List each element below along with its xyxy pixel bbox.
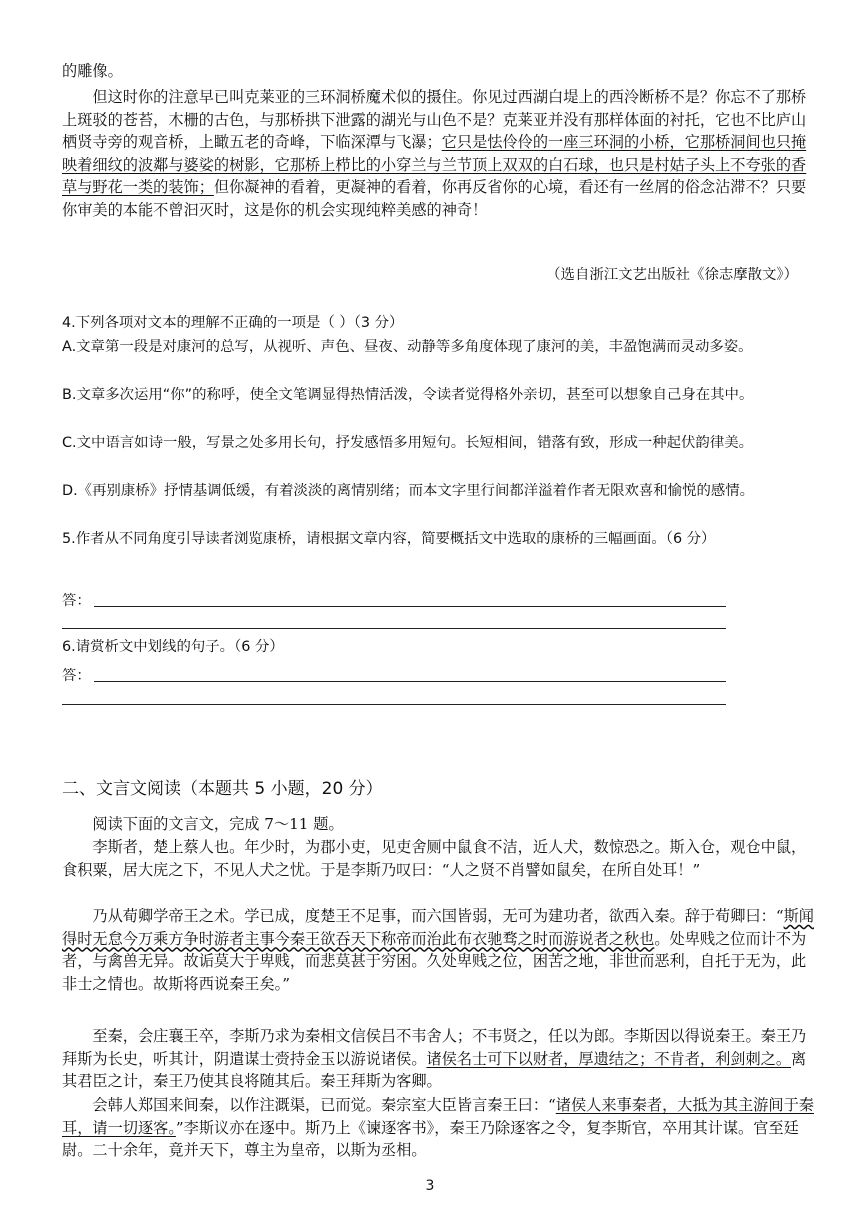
section-heading: 二、文言文阅读（本题共 5 小题，20 分） [62,779,383,799]
question-6: 6.请赏析文中划线的句子。（6 分） [62,639,284,655]
classical-paragraph-2 [62,905,814,995]
paragraph-text-end: 。处卑贱之位而计不为者，与禽兽无异。故诟莫大于卑贱，而悲莫甚于穷困。久处卑贱之位，困苦之地，非世而恶利，自托于无为，此非士之情也。故斯将西说秦王矣。” [62,929,807,993]
option-d: D.《再别康桥》抒情基调低缓，有着淡淡的离情别绪；而本文字里行间都洋溢着作者无限欢喜和愉悦的感情。 [62,483,755,499]
answer-line[interactable] [62,704,726,705]
passage1-fragment: 的雕像。 [62,62,123,80]
underlined-sentence-8: 诸侯人来事秦者，大抵为其主游间于秦耳，请一切逐客。 [62,1096,814,1137]
option-a: A.文章第一段是对康河的总写，从视听、声色、昼夜、动静等多角度体现了康河的美，丰盈饱满而灵动多姿。 [62,339,753,355]
source-citation: （选自浙江文艺出版社《徐志摩散文》） [546,267,798,283]
paragraph-text-end: ”李斯议亦在逐中。斯乃上《谏逐客书》，秦王乃除逐客之令，复李斯官，卒用其计谋。官至廷尉。二十余年，竟并天下，尊主为皇帝，以斯为丞相。 [62,1118,799,1160]
paragraph-text: 至秦，会庄襄王卒，李斯乃求为秦相文信侯吕不韦舍人；不韦贤之，任以为郎。李斯因以得说秦王。秦王乃拜斯为长史，听其计，阴遣谋士赍持金玉以游说诸侯。 [62,1027,807,1068]
wavy-underlined-sentence: 斯闻得时无怠今万乘方争时游者主事今秦王欲吞天下称帝而治此布衣驰骛之时而游说者之秋也 [62,907,814,948]
answer-line[interactable] [94,606,726,607]
option-b: B.文章多次运用“你”的称呼，使全文笔调显得热情活泼，令读者觉得格外亲切，甚至可以想象自己身在其中。 [62,387,754,403]
underlined-sentence-7: 诸侯名士可下以财者，厚遗结之；不肯者，利剑刺之。 [426,1049,791,1068]
section-instructions: 阅读下面的文言文，完成 7～11 题。 [92,815,344,833]
answer-line[interactable] [62,628,726,629]
underlined-sentence: 它只是怯伶伶的一座三环洞的小桥，它那桥洞间也只掩映着细纹的波鄰与婆娑的树影，它那桥上栉比的小穿兰与兰节顶上双双的白石球，也只是村姑子头上不夸张的香草与野花一类的装饰； [62,133,807,197]
option-c: C.文中语言如诗一般，写景之处多用长句，抒发感悟多用短句。长短相间，错落有致，形成一种起伏韵律美。 [62,435,753,451]
classical-paragraph-4 [62,1094,814,1162]
paragraph-text-end: 离其君臣之计，秦王乃使其良将随其后。秦王拜斯为客卿。 [62,1049,807,1091]
paragraph-text: 会韩人郑国来间秦，以作注溉渠，已而觉。秦宗室大臣皆言秦王曰：“ [92,1096,556,1114]
answer-label-q5: 答： [62,593,91,609]
answer-line[interactable] [94,681,726,682]
classical-paragraph-3 [62,1025,814,1093]
passage1-paragraph [62,86,814,222]
page-number: 3 [425,1178,435,1194]
question-4: 4.下列各项对文本的理解不正确的一项是（ ）（3 分） [62,315,404,331]
passage1-text: 但这时你的注意早已叫克莱亚的三环洞桥魔术似的摄住。你见过西湖白堤上的西泠断桥不是？你忘不了那桥上斑驳的苍苔，木栅的古色，与那桥拱下泄露的湖光与山色不是？克莱亚并没有那样体面的衬托，它也不比庐山栖贤寺旁的观音桥，上瞰五老的奇峰，下临深潭与飞瀑； [62,88,807,152]
paragraph-text: 乃从荀卿学帝王之术。学已成，度楚王不足事，而六国皆弱，无可为建功者，欲西入秦。辞于荀卿曰：“ [92,907,784,925]
classical-paragraph-1: 李斯者，楚上蔡人也。年少时，为郡小吏，见吏舍厕中鼠食不洁，近人犬，数惊恐之。斯入仓，观仓中鼠，食积粟，居大庑之下，不见人犬之忧。于是李斯乃叹曰：“人之贤不肖譬如鼠矣，在所自处耳！” [62,838,807,879]
passage1-text-end: 但你凝神的看着，更凝神的看着，你再反省你的心境，看还有一丝屑的俗念沾滞不？只要你审美的本能不曾汩灭时，这是你的机会实现纯粹美感的神奇！ [62,178,807,219]
answer-label-q6: 答： [62,668,91,684]
question-5: 5.作者从不同角度引导读者浏览康桥，请根据文章内容，简要概括文中选取的康桥的三幅画面。（6 分） [62,531,716,547]
